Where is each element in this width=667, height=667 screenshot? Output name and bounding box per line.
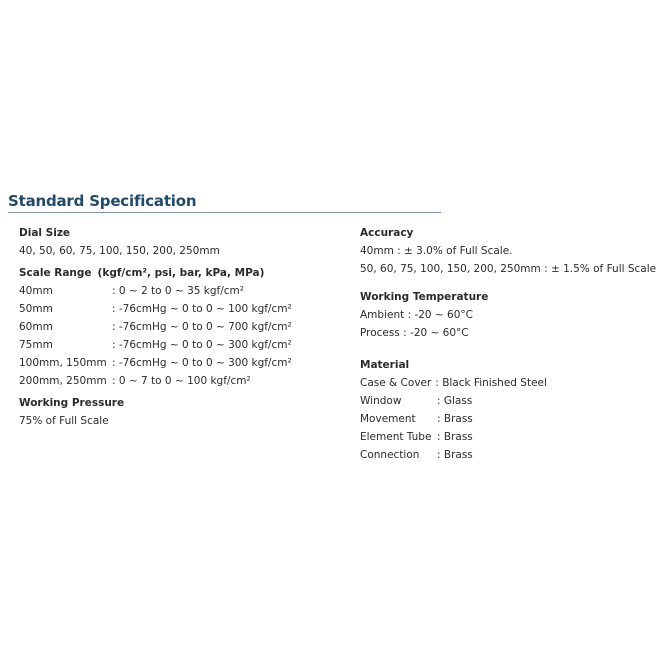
dial-size-heading: Dial Size	[19, 227, 71, 239]
temperature-line: Process : -20 ~ 60°C	[360, 327, 469, 339]
scale-value: : 0 ~ 7 to 0 ~ 100 kgf/cm²	[112, 375, 251, 387]
scale-size: 75mm	[19, 339, 53, 351]
scale-row	[19, 354, 339, 372]
material-part: Window	[360, 395, 402, 407]
dial-size-value: 40, 50, 60, 75, 100, 150, 200, 250mm	[19, 245, 220, 257]
scale-value: : -76cmHg ~ 0 to 0 ~ 100 kgf/cm²	[112, 303, 292, 315]
scale-row	[19, 300, 339, 318]
working-pressure-value: 75% of Full Scale	[19, 415, 109, 427]
material-value: : Brass	[437, 449, 473, 461]
material-row	[360, 428, 660, 446]
material-heading: Material	[360, 359, 410, 371]
scale-size: 100mm, 150mm	[19, 357, 107, 369]
working-temperature-heading: Working Temperature	[360, 291, 489, 303]
title-block	[8, 192, 441, 213]
material-value: : Glass	[437, 395, 473, 407]
material-row	[360, 374, 660, 392]
scale-size: 200mm, 250mm	[19, 375, 107, 387]
scale-range-heading	[19, 264, 339, 282]
scale-range-units: (kgf/cm², psi, bar, kPa, MPa)	[97, 267, 265, 279]
scale-row	[19, 318, 339, 336]
scale-row	[19, 372, 339, 390]
material-value: : Brass	[437, 431, 473, 443]
scale-row	[19, 336, 339, 354]
accuracy-line: 50, 60, 75, 100, 150, 200, 250mm : ± 1.5% of Full Scale	[360, 263, 657, 275]
scale-size: 50mm	[19, 303, 53, 315]
material-part: Case & Cover	[360, 377, 432, 389]
title-underline	[8, 212, 441, 213]
scale-value: : -76cmHg ~ 0 to 0 ~ 700 kgf/cm²	[112, 321, 292, 333]
accuracy-line: 40mm : ± 3.0% of Full Scale.	[360, 245, 513, 257]
material-part: Connection	[360, 449, 420, 461]
scale-value: : -76cmHg ~ 0 to 0 ~ 300 kgf/cm²	[112, 339, 292, 351]
scale-value: : 0 ~ 2 to 0 ~ 35 kgf/cm²	[112, 285, 244, 297]
material-row	[360, 392, 660, 410]
material-part: Movement	[360, 413, 416, 425]
left-column	[19, 224, 339, 430]
accuracy-heading: Accuracy	[360, 227, 414, 239]
material-row	[360, 446, 660, 464]
material-value: : Brass	[437, 413, 473, 425]
material-row	[360, 410, 660, 428]
temperature-line: Ambient : -20 ~ 60°C	[360, 309, 474, 321]
working-pressure-heading: Working Pressure	[19, 397, 125, 409]
page-title: Standard Specification	[8, 192, 197, 210]
scale-row	[19, 282, 339, 300]
scale-range-title: Scale Range	[19, 267, 92, 279]
scale-value: : -76cmHg ~ 0 to 0 ~ 300 kgf/cm²	[112, 357, 292, 369]
right-column	[360, 224, 660, 464]
material-value: : Black Finished Steel	[435, 377, 547, 389]
scale-size: 60mm	[19, 321, 53, 333]
scale-size: 40mm	[19, 285, 53, 297]
material-part: Element Tube	[360, 431, 432, 443]
